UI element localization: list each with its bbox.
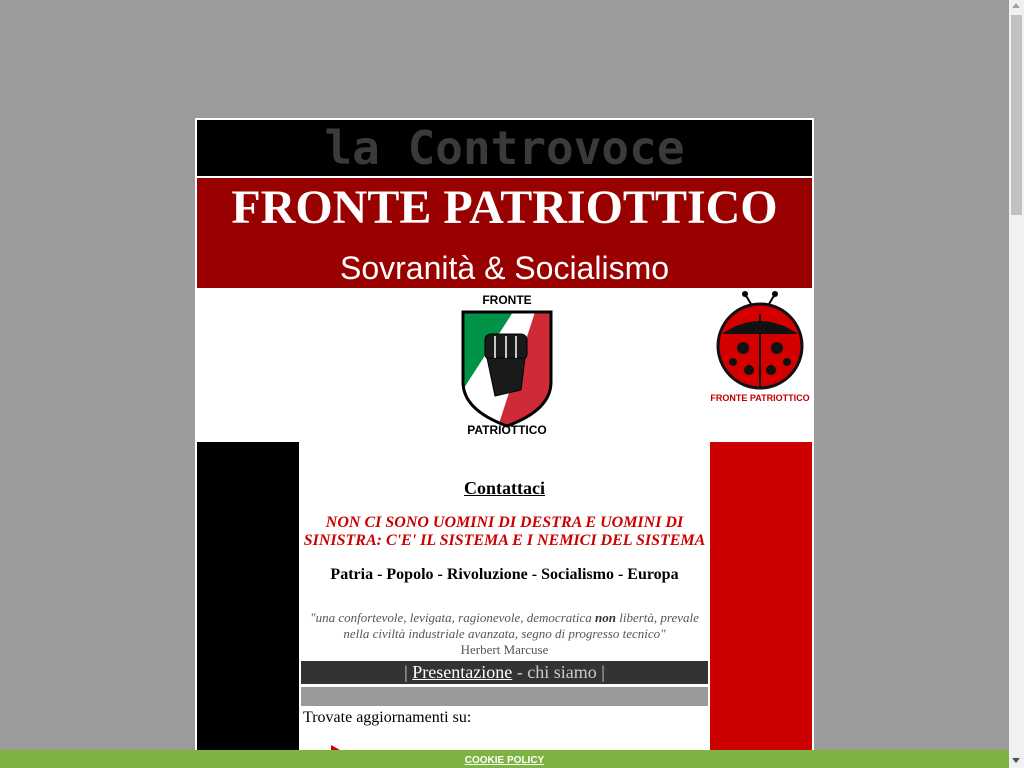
site-subtitle: Sovranità & Socialismo: [339, 250, 670, 286]
nav-chi-siamo: - chi siamo |: [512, 662, 605, 682]
quote-emphasis: non: [595, 610, 616, 625]
vertical-scrollbar[interactable]: [1009, 0, 1024, 768]
updates-label: Trovate aggiornamenti su:: [303, 709, 472, 726]
left-sidebar: [197, 442, 299, 768]
ladybug-text: FRONTE PATRIOTTICO: [710, 393, 810, 403]
presentazione-link[interactable]: Presentazione: [412, 662, 513, 682]
grey-divider-bar: [301, 687, 708, 706]
scrollbar-thumb[interactable]: [1011, 15, 1022, 215]
nav-separator: |: [404, 662, 413, 682]
shield-bottom-text: PATRIOTTICO: [467, 423, 547, 436]
nav-bar: [301, 661, 708, 684]
quote-author: Herbert Marcuse: [460, 642, 549, 657]
cookie-policy-link[interactable]: COOKIE POLICY: [464, 755, 545, 766]
header-banner: [197, 178, 812, 288]
masthead: la Controvoce: [197, 120, 812, 176]
shield-top-text: FRONTE: [482, 293, 532, 307]
slogan: NON CI SONO UOMINI DI DESTRA E UOMINI DI SINISTRA: C'E' IL SISTEMA E I NEMICI DEL SISTEMA: [303, 514, 706, 549]
values-line: Patria - Popolo - Rivoluzione - Socialismo - Europa: [330, 566, 679, 583]
scroll-up-arrow-icon[interactable]: [1012, 3, 1020, 8]
page-container: [195, 118, 814, 768]
shield-fist-logo: [455, 292, 559, 436]
cookie-bar: [0, 750, 1009, 768]
scroll-down-arrow-icon[interactable]: [1012, 758, 1020, 763]
quote-text-end: libertà, prevale nella civiltà industriale avanzata, segno di progresso tecnico": [343, 610, 699, 641]
quote-text-start: "una confortevole, levigata, ragionevole, democratica: [310, 610, 595, 625]
site-title: FRONTE PATRIOTTICO: [231, 181, 778, 234]
logo-row: [197, 288, 812, 442]
ladybug-logo: [709, 290, 811, 406]
contact-link[interactable]: Contattaci: [464, 478, 545, 498]
quote: [299, 610, 710, 642]
right-sidebar: [710, 442, 812, 768]
main-content: [299, 442, 710, 768]
